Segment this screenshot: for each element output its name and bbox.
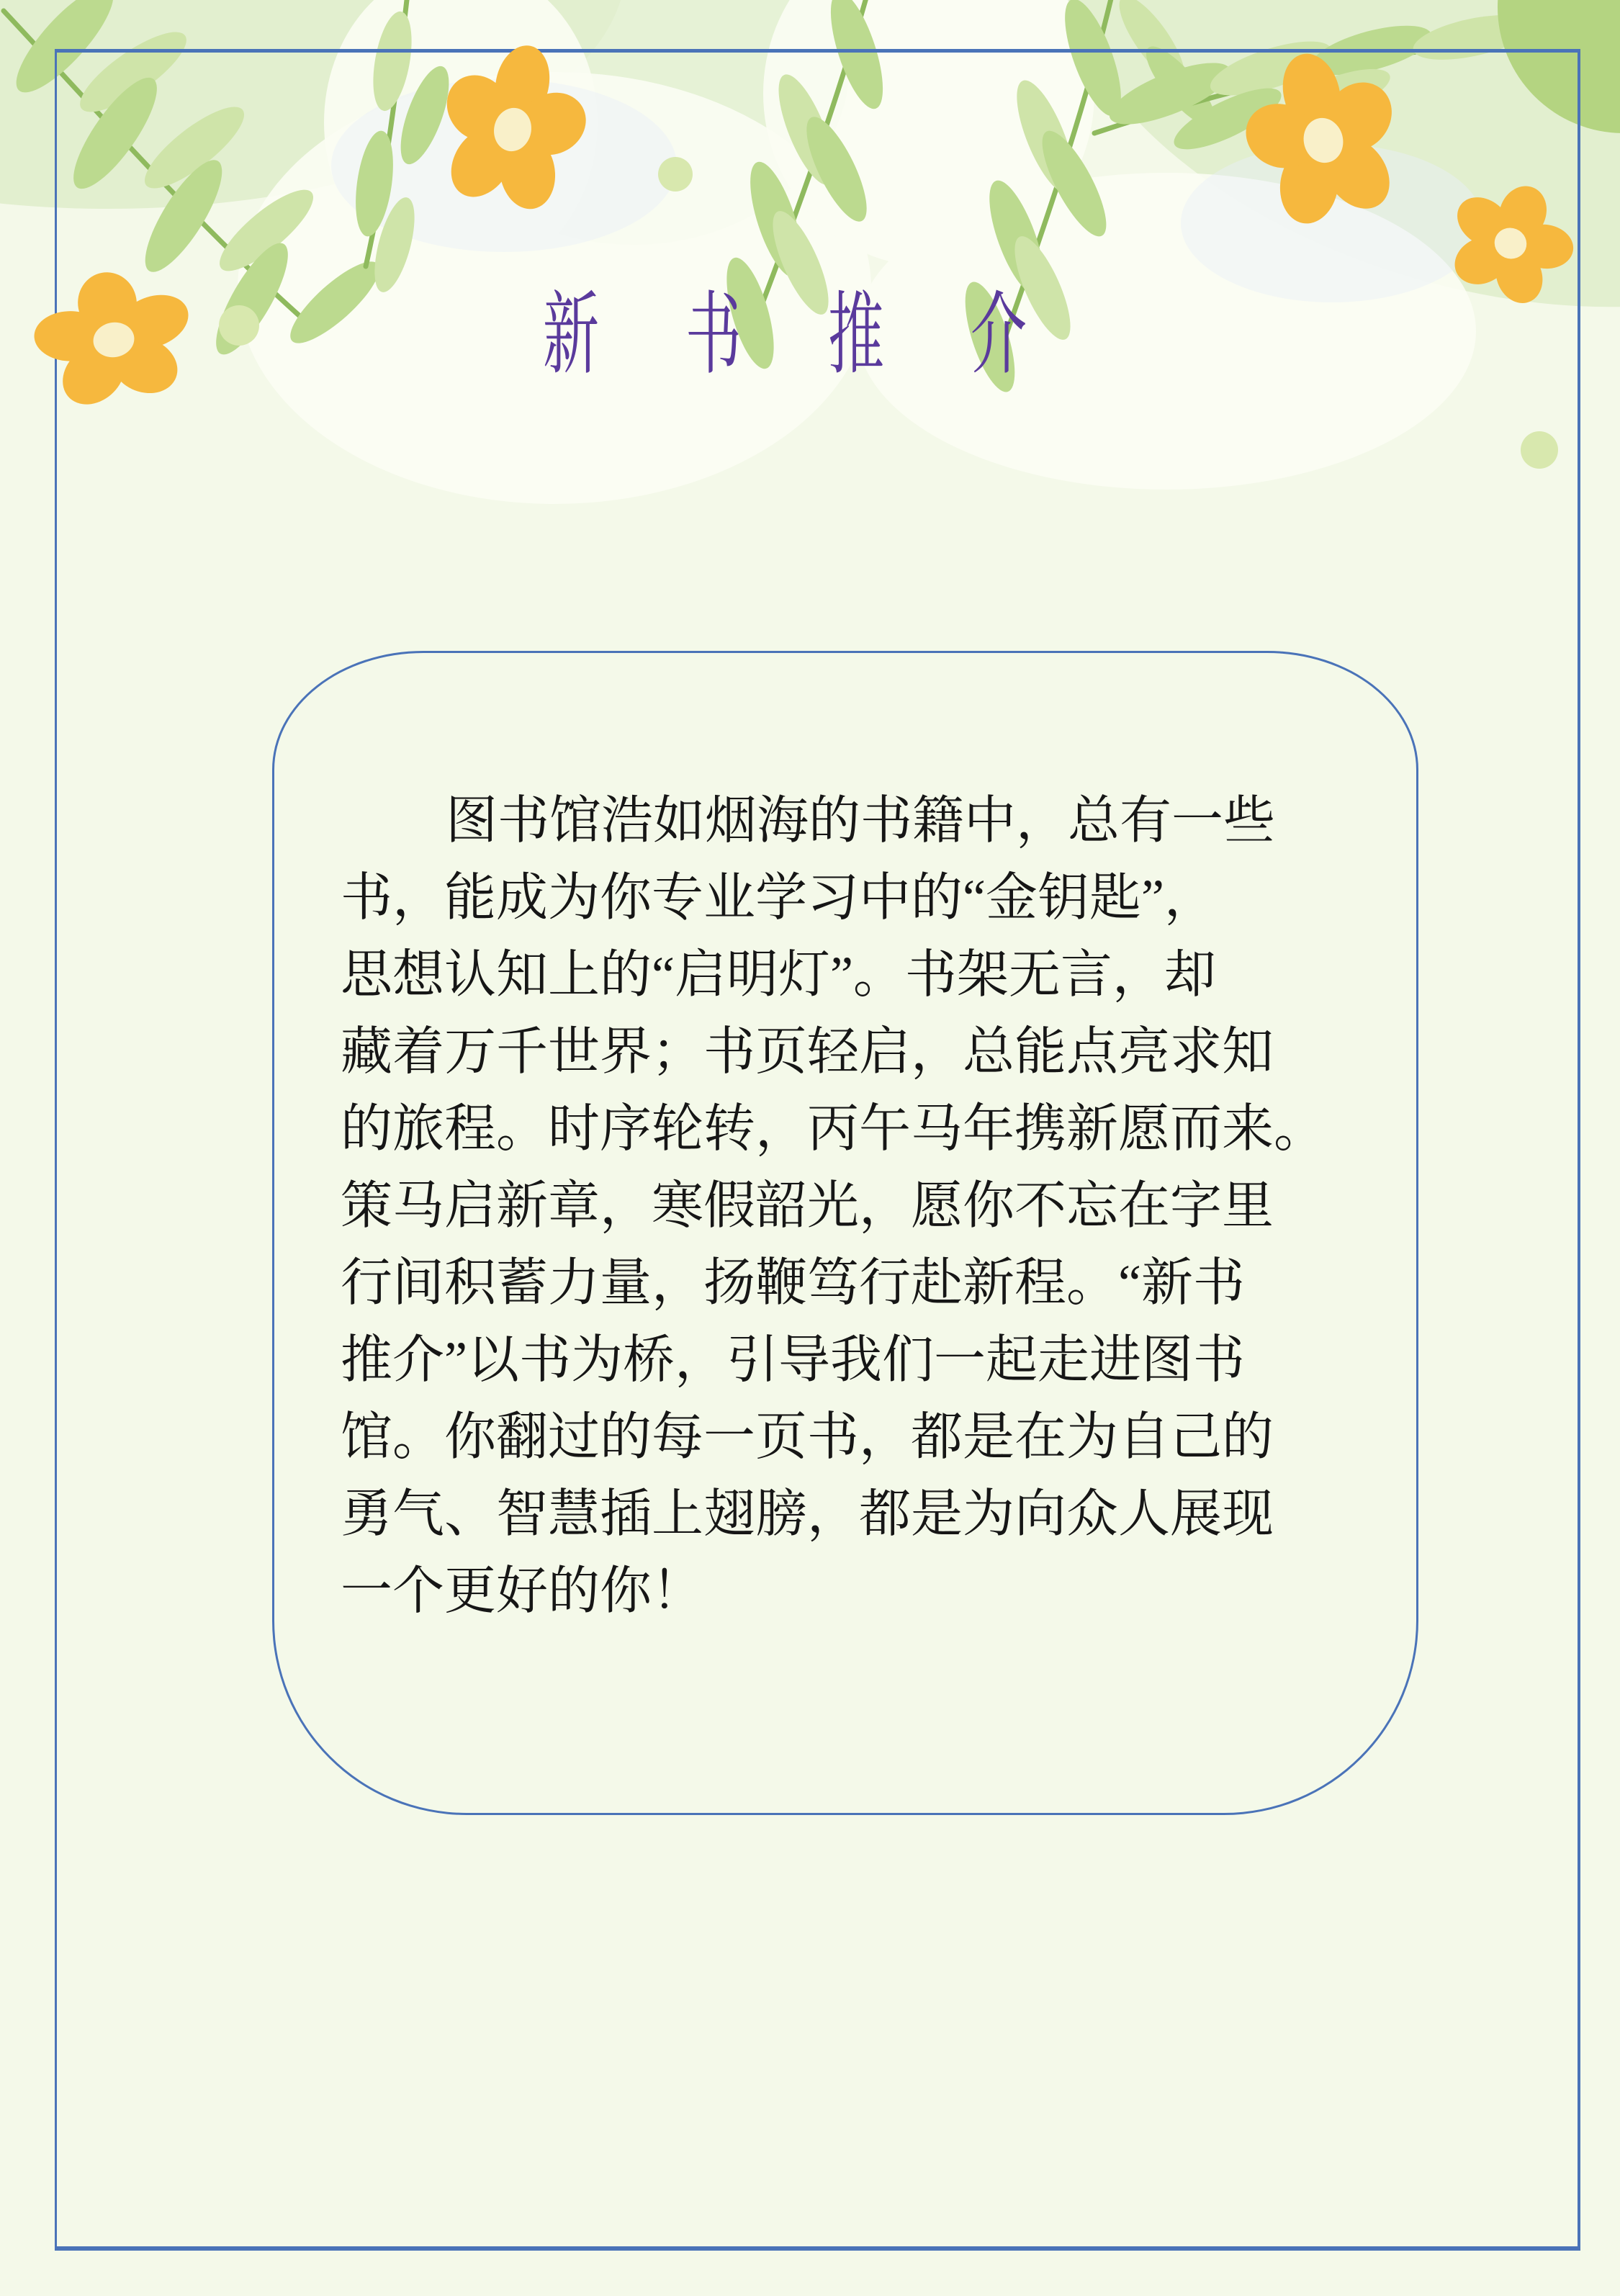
- text-line: 藏着万千世界；书页轻启，总能点亮求知: [341, 1023, 1274, 1081]
- text-line: 行间积蓄力量，扬鞭笃行赴新程。“新书: [341, 1254, 1245, 1312]
- page-title: [0, 284, 1620, 385]
- title-char: 推: [828, 284, 885, 385]
- text-line: 思想认知上的“启明灯”。书架无言，却: [341, 946, 1216, 1004]
- text-line: 馆。你翻过的每一页书，都是在为自己的: [341, 1408, 1274, 1466]
- text-line: 书，能成为你专业学习中的“金钥匙”，: [341, 869, 1216, 927]
- content-card: [272, 651, 1418, 1815]
- text-line: 策马启新章，寒假韶光，愿你不忘在字里: [341, 1177, 1274, 1235]
- text-line: 推介”以书为桥，引导我们一起走进图书: [341, 1331, 1245, 1389]
- text-line: 勇气、智慧插上翅膀，都是为向众人展现: [341, 1485, 1274, 1543]
- title-char: 新: [542, 284, 599, 385]
- title-char: 介: [971, 284, 1027, 385]
- text-line: 一个更好的你！: [341, 1562, 704, 1620]
- card-text: [341, 783, 1347, 1630]
- title-char: 书: [685, 284, 742, 385]
- text-line: 图书馆浩如烟海的书籍中，总有一些: [446, 792, 1276, 850]
- text-line: 的旅程。时序轮转，丙午马年携新愿而来。: [341, 1100, 1326, 1158]
